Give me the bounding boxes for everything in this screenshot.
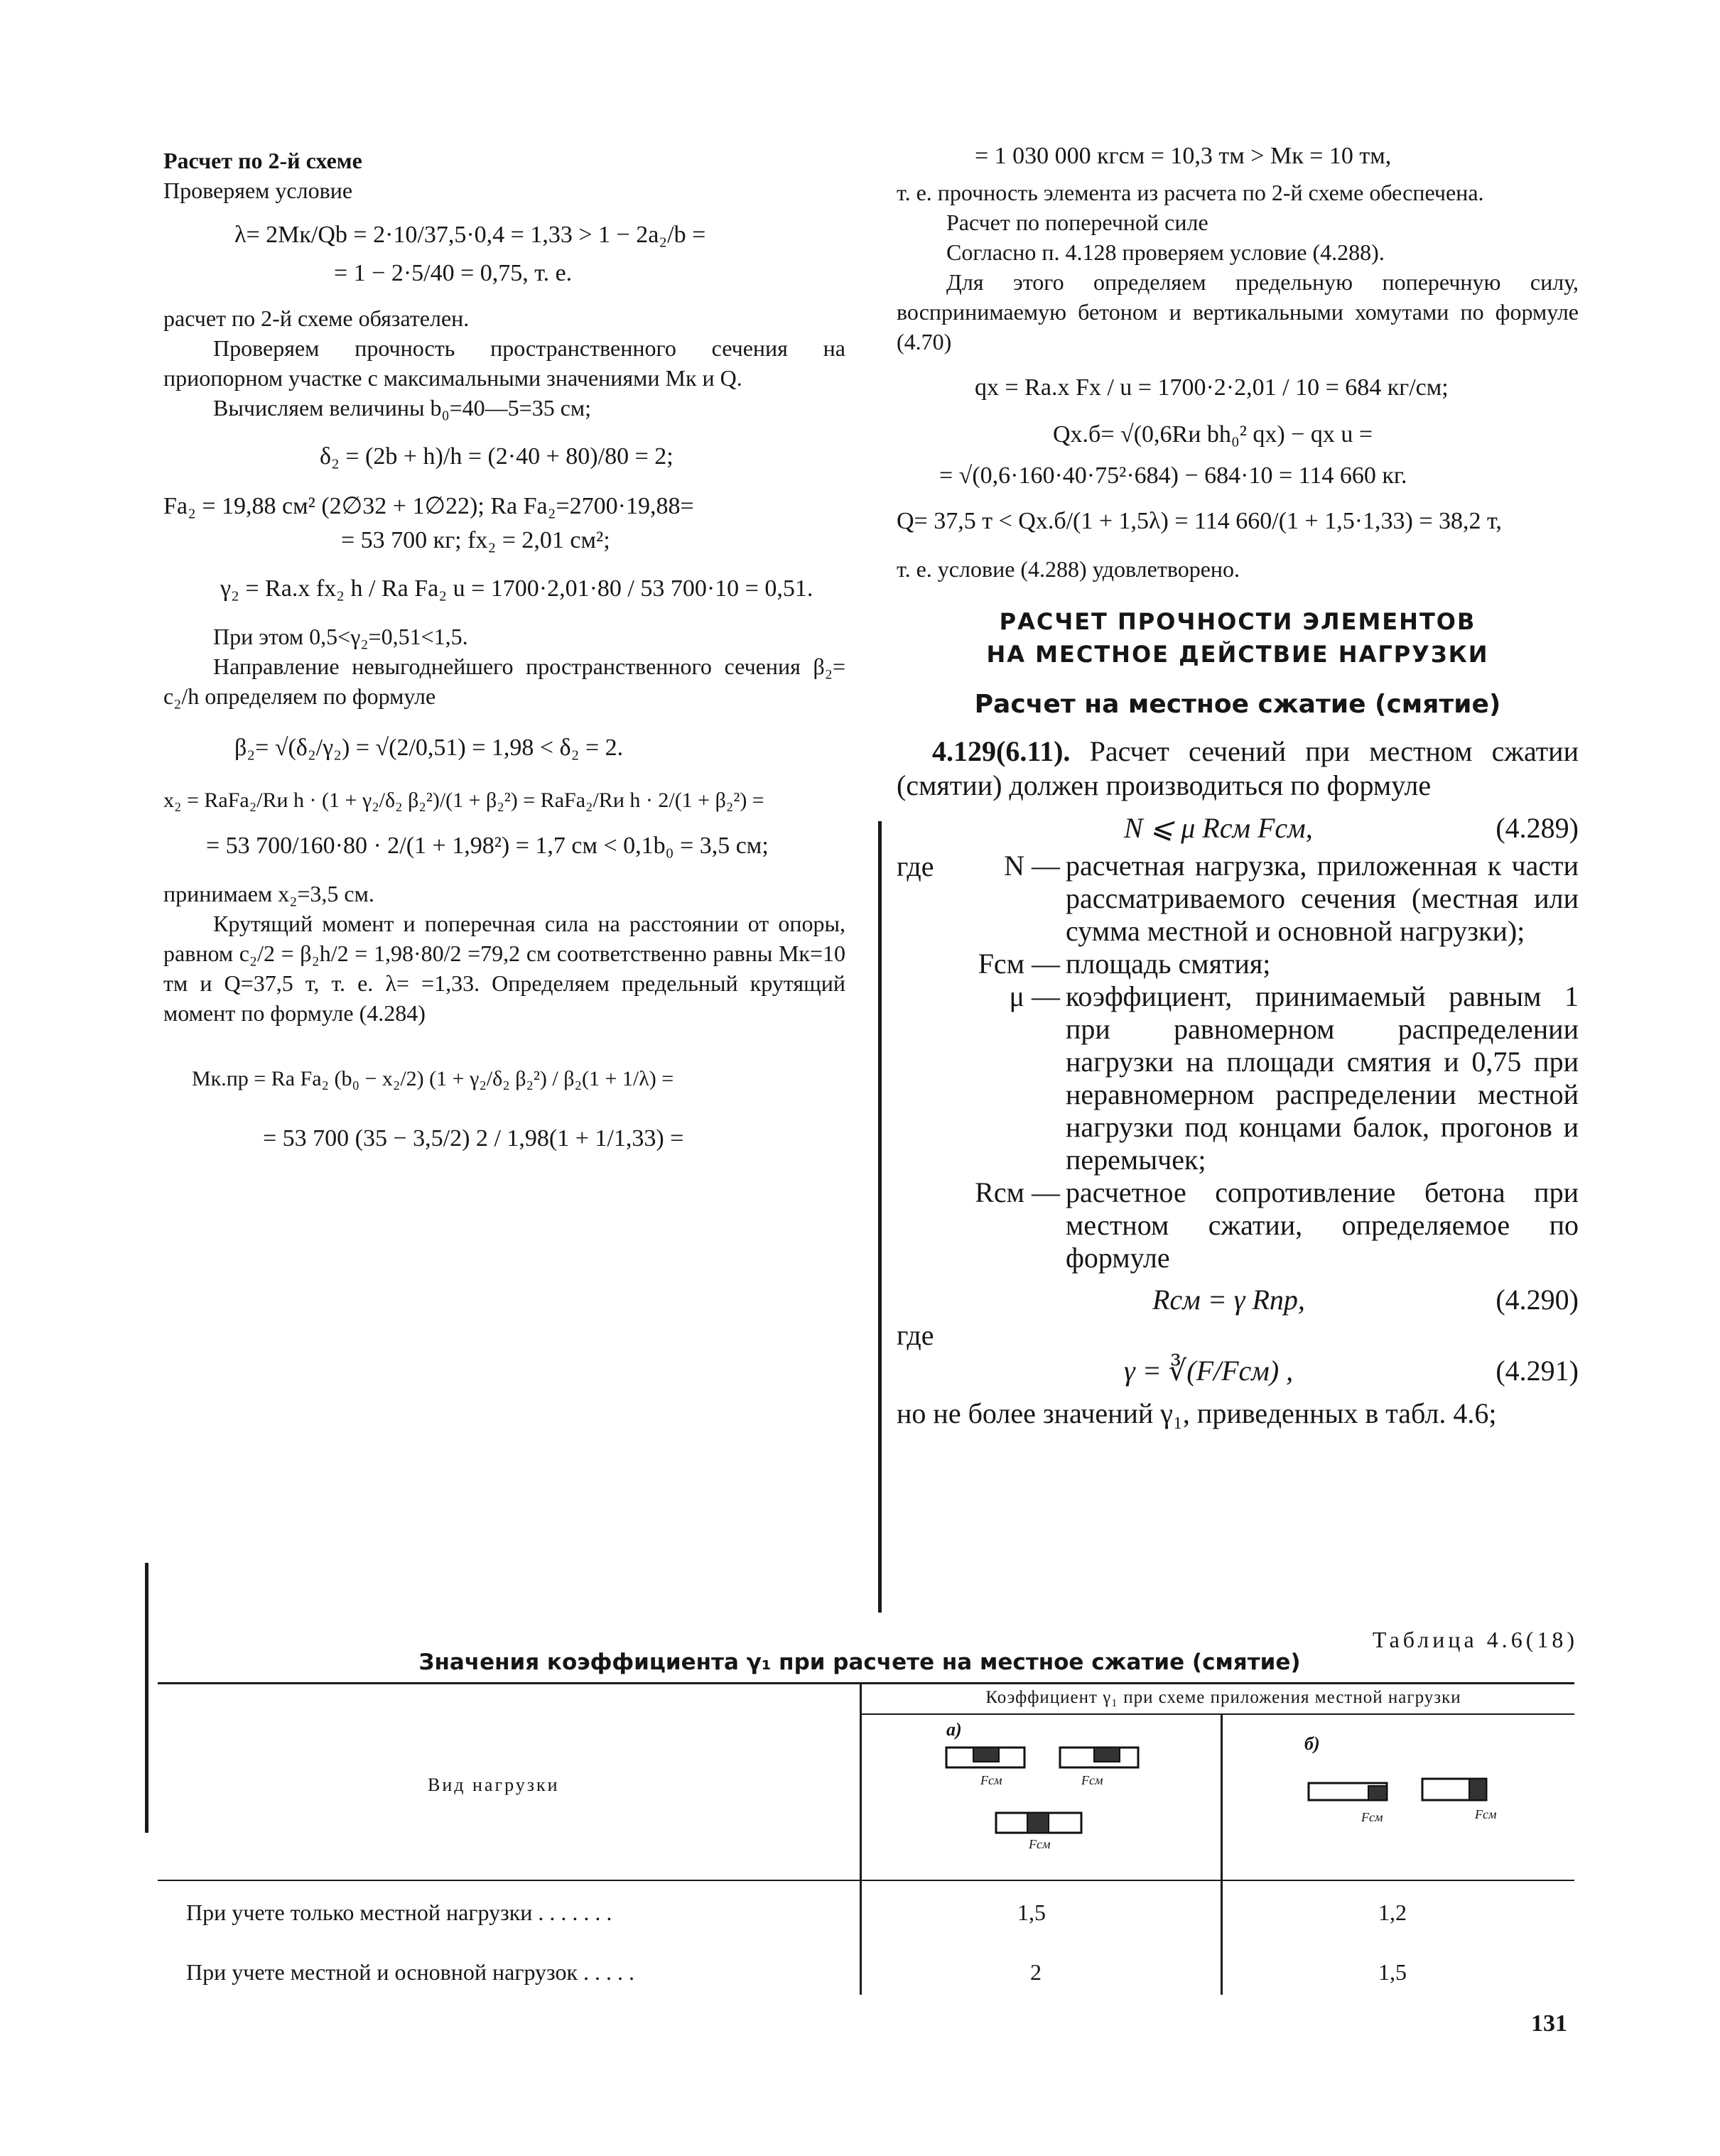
definition-symbol: Fсм — [978,948,1060,980]
formula-lambda: λ= 2Mк/Qb = 2·10/37,5·0,4 = 1,33 > 1 − 2a₂/b = [234,222,706,248]
table-rule [861,1713,1574,1715]
formula-qxb: Qx.б= √(0,6Rи bh₀² qx) − qx u = [1053,421,1373,448]
formula-beta: β₂= √(δ₂/γ₂) = √(2/0,51) = 1,98 < δ₂ = 2. [234,735,624,761]
scheme-a-label: а) [946,1719,962,1740]
paragraph: Согласно п. 4.128 проверяем условие (4.288). [946,239,1385,265]
formula-gamma: γ₂ = Ra.x fx₂ h / Ra Fa₂ u = 1700·2,01·80 / 53 700·10 = 0,51. [220,575,813,602]
equation-4-291 [897,1353,1579,1390]
definition-item [897,980,1579,1176]
paragraph: Расчет по поперечной силе [946,210,1208,235]
equation: N ⩽ μ Rсм Fсм, [1124,812,1313,844]
equation: Rсм = γ Rпр, [1152,1284,1305,1316]
formula-fa-cont: = 53 700 кг; fx₂ = 2,01 см²; [341,527,610,553]
definition-list [897,850,1579,1274]
margin-rule [878,821,882,1613]
formula-x2: x₂ = RaFa₂/Rи h · (1 + γ₂/δ₂ β₂²)/(1 + β₂²) = RaFa₂/Rи h · 2/(1 + β₂²) = [163,789,764,812]
formula-qxb-cont: = √(0,6·160·40·75²·684) − 684·10 = 114 660 кг. [939,462,1407,489]
scheme-b-label: б) [1304,1733,1320,1754]
paragraph: т. е. условие (4.288) удовлетворено. [897,556,1240,582]
table-rule [158,1682,1574,1684]
scheme-b-diagram [1302,1753,1515,1838]
fcm-label: Fсм [1361,1810,1383,1824]
formula-lambda-cont: = 1 − 2·5/40 = 0,75, т. е. [334,260,573,286]
paragraph: но не более значений γ₁, приведенных в табл. 4.6; [897,1397,1497,1429]
clause-number: 4.129(6.11). [932,735,1071,767]
definition-text: площадь смятия; [1066,948,1271,980]
section-title: РАСЧЕТ ПРОЧНОСТИ ЭЛЕМЕНТОВ [999,608,1476,635]
paragraph: Крутящий момент и поперечная сила на расстоянии от опоры, равном c₂/2 = β₂h/2 = 1,98·80/2 =79,2 см соответственно равны Mк=10 тм и Q=37,5 т, т. е. λ= =1,33. Определяем предельный крутящий момент по формуле (4.284) [163,911,845,1026]
definition-item [897,948,1579,980]
paragraph: Для этого определяем предельную поперечную силу, воспринимаемую бетоном и вертикальными хомутами по формуле (4.70) [897,269,1579,354]
table-rule [158,1880,1574,1881]
formula-mk-cont: = 53 700 (35 − 3,5/2) 2 / 1,98(1 + 1/1,33) = [263,1125,684,1152]
where-label: где [897,850,934,882]
column-header-load: Вид нагрузки [428,1775,560,1795]
formula-x2-cont: = 53 700/160·80 · 2/(1 + 1,98²) = 1,7 см < 0,1b₀ = 3,5 см; [206,833,769,859]
right-column [897,141,1579,1431]
formula-q: Q= 37,5 т < Qx.б/(1 + 1,5λ) = 114 660/(1 + 1,5·1,33) = 38,2 т, [897,508,1502,534]
formula-fa: Fa₂ = 19,88 см² (2∅32 + 1∅22); Ra Fa₂=2700·19,88= [163,493,694,519]
definition-text: коэффициент, принимаемый равным 1 при равномерном распределении нагрузки на площади смятия и 0,75 при неравномерном распределении местной нагрузки под концами балок, прогонов и перемычек; [1066,980,1579,1176]
table-rule [860,1682,862,1995]
table-title: Значения коэффициента γ₁ при расчете на местное сжатие (смятие) [418,1649,1301,1675]
fcm-label: Fсм [1081,1773,1103,1787]
table-rule [1221,1715,1223,1995]
section-title: НА МЕСТНОЕ ДЕЙСТВИЕ НАГРУЗКИ [986,641,1489,668]
column-header-coefficient: Коэффициент γ₁ при схеме приложения местной нагрузки [985,1688,1461,1707]
fcm-label: Fсм [1029,1837,1051,1851]
table-cell: 2 [1030,1959,1042,1985]
fcm-label: Fсм [1475,1807,1497,1821]
equation-4-290 [897,1282,1579,1318]
paragraph: Проверяем условие [163,178,353,203]
formula-qx: qx = Ra.x Fx / u = 1700·2·2,01 / 10 = 684 кг/см; [975,374,1449,401]
definition-symbol: N — [1004,850,1060,882]
left-column [163,146,845,1154]
formula-mk-result: = 1 030 000 кгсм = 10,3 тм > Mк = 10 тм, [975,143,1392,169]
equation-number: (4.291) [1495,1355,1579,1387]
definition-item [897,1176,1579,1274]
subsection-title: Расчет на местное сжатие (смятие) [974,690,1501,719]
section-heading: Расчет по 2-й схеме [163,148,362,173]
table-cell: 1,5 [1378,1959,1407,1985]
equation: γ = ∛(F/Fсм) , [1124,1355,1294,1387]
definition-symbol: Rсм — [975,1176,1060,1208]
page-number: 131 [1531,2010,1567,2037]
paragraph: т. е. прочность элемента из расчета по 2-й схеме обеспечена. [897,180,1484,205]
equation-number: (4.290) [1495,1284,1579,1316]
paragraph: Проверяем прочность пространственного сечения на приопорном участке с максимальными значениями Mк и Q. [163,335,845,391]
definition-symbol: μ — [1009,980,1060,1012]
clause-text: Расчет сечений при местном сжатии (смятии) должен производиться по формуле [897,735,1579,801]
equation-number: (4.289) [1495,812,1579,844]
table-row-label: При учете только местной нагрузки . . . . . . . [186,1900,612,1925]
margin-rule [145,1563,148,1833]
where-label: где [897,1319,934,1351]
table-number: Таблица 4.6(18) [1372,1627,1578,1652]
definition-text: расчетная нагрузка, приложенная к части рассматриваемого сечения (местная или сумма местной и основной нагрузки); [1066,850,1579,947]
paragraph: расчет по 2-й схеме обязателен. [163,305,470,331]
table-cell: 1,5 [1017,1900,1046,1925]
paragraph: принимаем x₂=3,5 см. [163,881,374,906]
table-row-label: При учете местной и основной нагрузок . . . . . [186,1959,635,1985]
paragraph: Направление невыгоднейшего пространственного сечения β₂= c₂/h определяем по формуле [163,654,845,709]
paragraph: Вычисляем величины b₀=40—5=35 см; [213,395,592,421]
formula-mk: Mк.пр = Ra Fa₂ (b₀ − x₂/2) (1 + γ₂/δ₂ β₂²) / β₂(1 + 1/λ) = [192,1067,674,1090]
formula-delta: δ₂ = (2b + h)/h = (2·40 + 80)/80 = 2; [320,443,674,470]
definition-text: расчетное сопротивление бетона при местном сжатии, определяемое по формуле [1066,1176,1579,1274]
table-cell: 1,2 [1378,1900,1407,1925]
clause [897,735,1579,803]
fcm-label: Fсм [980,1773,1002,1787]
paragraph: При этом 0,5<γ₂=0,51<1,5. [213,624,468,649]
definition-item [897,850,1579,948]
coefficient-table [158,1682,1574,1988]
equation-4-289 [897,810,1579,847]
